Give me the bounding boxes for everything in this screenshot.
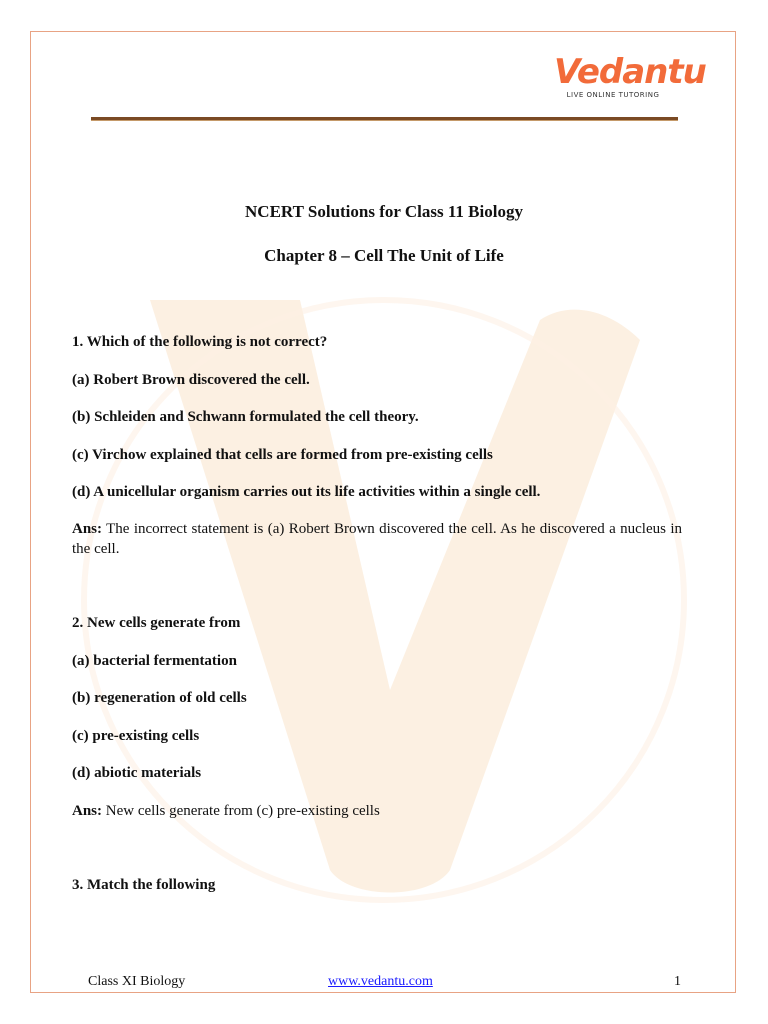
question-2-option-d: (d) abiotic materials [72, 765, 202, 781]
question-2-answer [72, 801, 682, 821]
footer-website-link[interactable]: www.vedantu.com [328, 974, 433, 989]
logo-tagline: LIVE ONLINE TUTORING [566, 91, 660, 99]
page-border [30, 31, 736, 993]
answer-label: Ans: [72, 803, 103, 819]
question-1: 1. Which of the following is not correct? [72, 334, 328, 350]
question-1-answer [72, 519, 682, 559]
vedantu-logo [554, 52, 706, 99]
question-2-option-c: (c) pre-existing cells [72, 728, 200, 744]
question-1-option-a: (a) Robert Brown discovered the cell. [72, 372, 310, 388]
logo-word: Vedantu [554, 52, 706, 92]
question-2-option-a: (a) bacterial fermentation [72, 653, 237, 669]
document-title: NCERT Solutions for Class 11 Biology [245, 202, 523, 221]
page-number: 1 [674, 974, 681, 989]
question-1-option-d: (d) A unicellular organism carries out its life activities within a single cell. [72, 484, 541, 500]
question-1-option-b: (b) Schleiden and Schwann formulated the cell theory. [72, 409, 419, 425]
chapter-title: Chapter 8 – Cell The Unit of Life [264, 246, 504, 265]
question-2: 2. New cells generate from [72, 615, 241, 631]
answer-text: New cells generate from (c) pre-existing cells [105, 803, 380, 819]
footer-course: Class XI Biology [88, 974, 186, 989]
answer-label: Ans: [72, 521, 103, 537]
header-rule [91, 117, 678, 121]
question-3: 3. Match the following [72, 877, 216, 893]
question-1-option-c: (c) Virchow explained that cells are formed from pre-existing cells [72, 447, 493, 463]
question-2-option-b: (b) regeneration of old cells [72, 690, 247, 706]
answer-text: The incorrect statement is (a) Robert Brown discovered the cell. As he discovered a nucleus in the cell. [72, 521, 682, 557]
